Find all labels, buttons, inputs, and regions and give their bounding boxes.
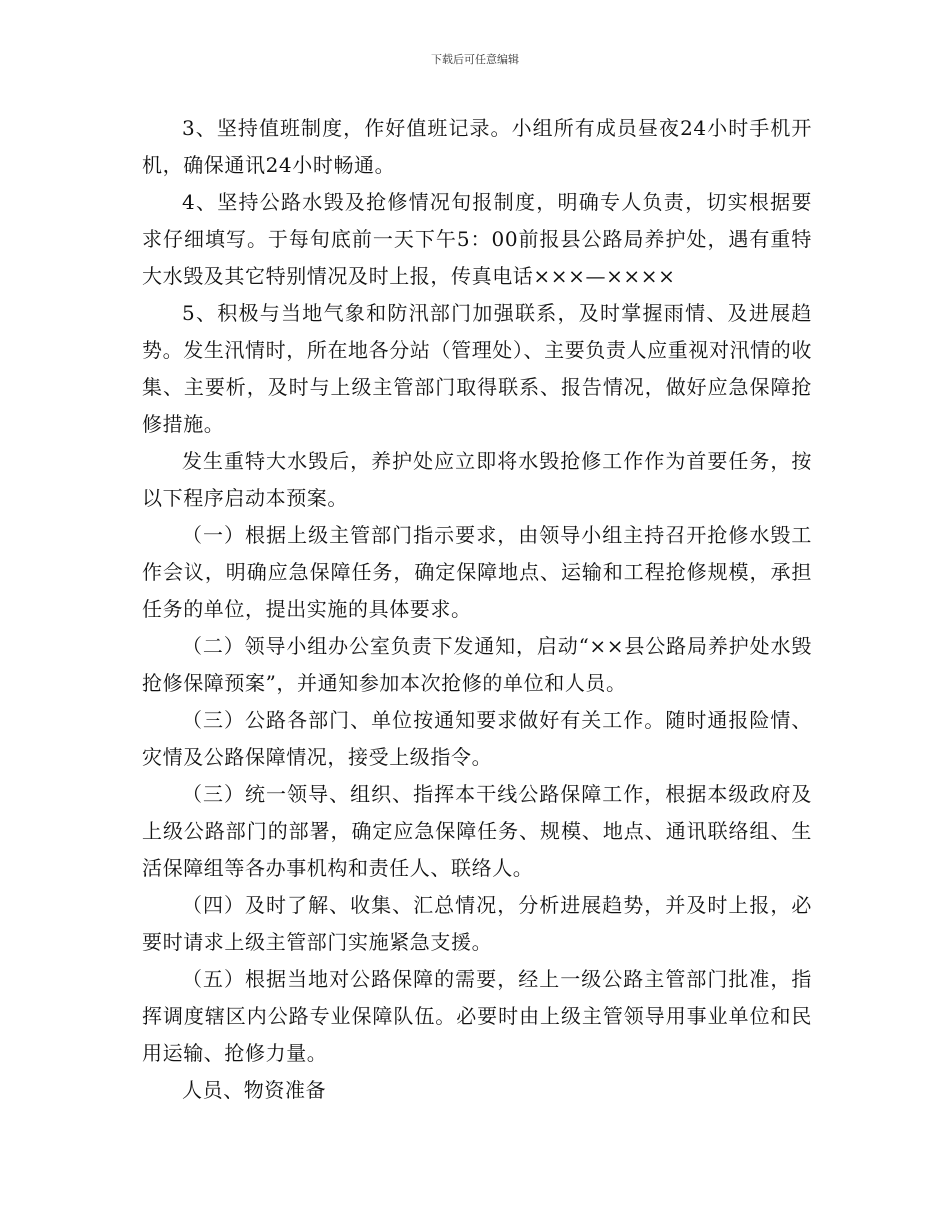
paragraph-weather-liaison: 5、积极与当地气象和防汛部门加强联系，及时掌握雨情、及进展趋势。发生汛情时，所在地各分站（管理处）、主要负责人应重视对汛情的收集、主要析，及时与上级主管部门取得联系、报告情况，做好应急保障抢修措施。 [142, 301, 812, 436]
paragraph-after-damage: 发生重特大水毁后，养护处应立即将水毁抢修工作作为首要任务，按以下程序启动本预案。 [142, 449, 812, 510]
page-header: 下载后可任意编辑 [431, 53, 519, 66]
paragraph-step-4: （四）及时了解、收集、汇总情况，分析进展趋势，并及时上报，必要时请求上级主管部门实施紧急支援。 [142, 893, 812, 954]
paragraph-duty-system: 3、坚持值班制度，作好值班记录。小组所有成员昼夜24小时手机开机，确保通讯24小时畅通。 [142, 116, 812, 177]
paragraph-step-2: （二）领导小组办公室负责下发通知，启动“××县公路局养护处水毁抢修保障预案”，并通知参加本次抢修的单位和人员。 [142, 634, 812, 695]
paragraph-step-5: （五）根据当地对公路保障的需要，经上一级公路主管部门批准，指挥调度辖区内公路专业保障队伍。必要时由上级主管领导用事业单位和民用运输、抢修力量。 [142, 967, 812, 1065]
document-body [142, 110, 812, 1109]
paragraph-personnel-materials: 人员、物资准备 [182, 1078, 327, 1102]
paragraph-step-1: （一）根据上级主管部门指示要求，由领导小组主持召开抢修水毁工作会议，明确应急保障任务，确定保障地点、运输和工程抢修规模，承担任务的单位，提出实施的具体要求。 [142, 523, 812, 621]
paragraph-ten-day-report: 4、坚持公路水毁及抢修情况旬报制度，明确专人负责，切实根据要求仔细填写。于每旬底前一天下午5：00前报县公路局养护处，遇有重特大水毁及其它特别情况及时上报，传真电话×××—×××× [142, 190, 812, 288]
paragraph-step-3a: （三）公路各部门、单位按通知要求做好有关工作。随时通报险情、灾情及公路保障情况，接受上级指令。 [142, 708, 812, 769]
paragraph-step-3b: （三）统一领导、组织、指挥本干线公路保障工作，根据本级政府及上级公路部门的部署，确定应急保障任务、规模、地点、通讯联络组、生活保障组等各办事机构和责任人、联络人。 [142, 782, 812, 880]
